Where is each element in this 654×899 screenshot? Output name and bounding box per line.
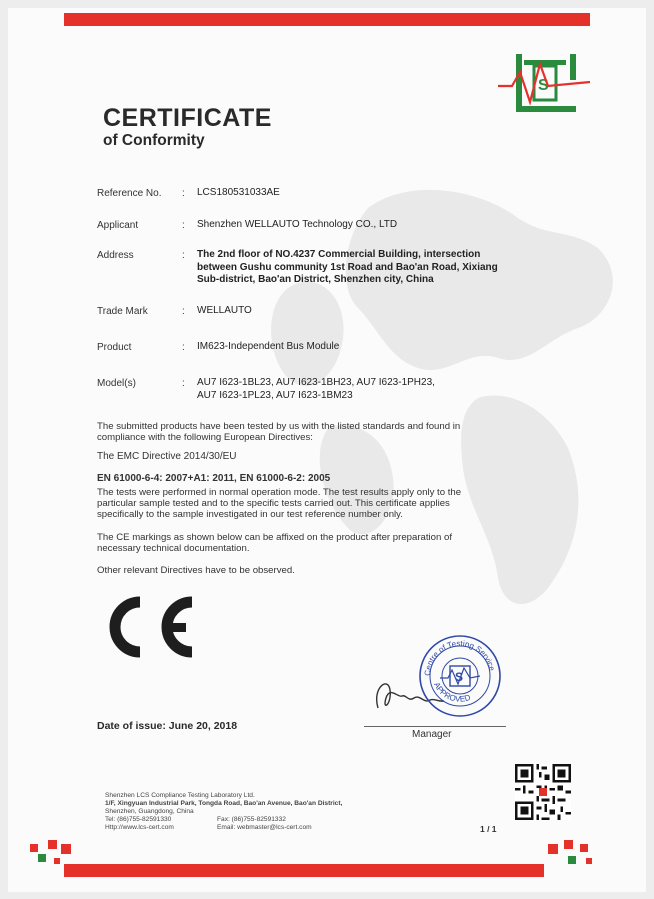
approved-stamp-icon (418, 634, 502, 718)
directive: The EMC Directive 2014/30/EU (97, 451, 237, 462)
date-of-issue: Date of issue: June 20, 2018 (97, 720, 238, 732)
trademark-value: WELLAUTO (197, 305, 252, 316)
product-label: Product (97, 342, 132, 353)
address-line: Sub-district, Bao'an District, Shenzhen city, China (197, 274, 434, 285)
footer-company: Shenzhen LCS Compliance Testing Laboratory Ltd. (105, 792, 255, 799)
footer-web[interactable]: Http://www.lcs-cert.com (105, 824, 174, 831)
colon: : (182, 378, 185, 389)
tests-line: particular sample tested and to the specific tests carried out. This certificate applies (97, 498, 450, 509)
address-label: Address (97, 250, 134, 261)
statement-line: compliance with the following European Directives: (97, 432, 313, 443)
svg-text:S: S (538, 77, 549, 94)
colon: : (182, 250, 185, 261)
ce-line: The CE markings as shown below can be affixed on the product after preparation of (97, 532, 452, 543)
compliance-statement (97, 421, 517, 443)
address-value (197, 249, 498, 287)
applicant-value: Shenzhen WELLAUTO Technology CO., LTD (197, 219, 398, 230)
colon: : (182, 342, 185, 353)
models-label: Model(s) (97, 378, 136, 389)
footer-address-1: 1/F, Xingyuan Industrial Park, Tongda Road, Bao'an Avenue, Bao'an District, (105, 800, 343, 807)
manager-label: Manager (412, 729, 452, 740)
trademark-label: Trade Mark (97, 306, 148, 317)
colon: : (182, 188, 185, 199)
svg-text:S: S (455, 670, 464, 684)
bottom-red-bar (64, 864, 544, 877)
colon: : (182, 306, 185, 317)
models-line: AU7 I623-1BL23, AU7 I623-1BH23, AU7 I623-1PH23, (197, 377, 435, 388)
colon: : (182, 220, 185, 231)
address-line: between Gushu community 1st Road and Bao'an Road, Xixiang (197, 261, 498, 273)
signature-line (364, 726, 506, 727)
reference-value: LCS180531033AE (197, 187, 280, 198)
certificate-sheet (8, 8, 646, 892)
statement-line: The submitted products have been tested by us with the listed standards and found in (97, 421, 461, 432)
tests-line: The tests were performed in normal operation mode. The test results apply only to the (97, 487, 462, 498)
tests-paragraph (97, 487, 517, 520)
footer-address-2: Shenzhen, Guangdong, China (105, 808, 194, 815)
address-line: The 2nd floor of NO.4237 Commercial Building, intersection (197, 249, 481, 260)
other-directives: Other relevant Directives have to be observed. (97, 565, 295, 576)
ce-line: necessary technical documentation. (97, 543, 250, 554)
certificate-subtitle: of Conformity (103, 132, 205, 149)
lcs-logo-icon (498, 52, 590, 114)
certificate-title: CERTIFICATE (103, 104, 272, 132)
ce-marking-paragraph (97, 532, 517, 554)
models-value (197, 377, 435, 402)
ce-mark-icon (96, 596, 198, 658)
tests-line: specifically to the sample investigated in our test reference number only. (97, 509, 403, 520)
qr-code-icon (515, 764, 571, 820)
stamp-text-bottom: APPROVED (432, 680, 472, 704)
stamp-text-top: Centre of Testing Service (422, 638, 497, 677)
applicant-label: Applicant (97, 220, 139, 231)
standards: EN 61000-6-4: 2007+A1: 2011, EN 61000-6-2: 2005 (97, 473, 331, 484)
top-red-bar (64, 13, 590, 26)
reference-label: Reference No. (97, 188, 162, 199)
footer-fax: Fax: (86)755-82591332 (217, 816, 286, 823)
footer-tel: Tel: (86)755-82591330 (105, 816, 172, 823)
page-number: 1 / 1 (480, 824, 497, 834)
product-value: IM623-Independent Bus Module (197, 341, 340, 352)
models-line: AU7 I623-1PL23, AU7 I623-1BM23 (197, 389, 353, 401)
footer-email[interactable]: Email: webmaster@lcs-cert.com (217, 824, 312, 831)
